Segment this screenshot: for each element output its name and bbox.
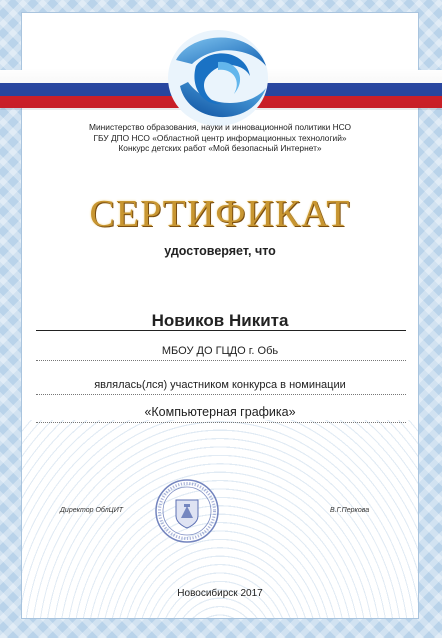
ocit-globe-logo-icon xyxy=(162,26,274,130)
school-text: МБОУ ДО ГЦДО г. Обь xyxy=(161,345,279,357)
nomination-text: «Компьютерная графика» xyxy=(144,405,296,419)
contest-line: Конкурс детских работ «Мой безопасный Интернет» xyxy=(118,143,322,153)
director-position: Директор ОблЦИТ xyxy=(60,507,124,514)
school-underline xyxy=(36,360,406,361)
participation-text: являлась(лся) участником конкурса в номинации xyxy=(94,379,346,391)
participation-underline xyxy=(36,394,406,395)
recipient-name: Новиков Никита xyxy=(151,311,289,330)
institution-line: ГБУ ДПО НСО «Областной центр информационных технологий» xyxy=(93,132,347,143)
signer-name: В.Г.Перкова xyxy=(330,507,370,514)
organization-header xyxy=(22,122,418,154)
name-underline xyxy=(36,330,406,331)
nomination-underline xyxy=(36,422,406,423)
ministry-line: Министерство образования, науки и инновационной политики НСО xyxy=(88,122,352,132)
city-year: Новосибирск 2017 xyxy=(177,588,263,599)
official-seal-icon xyxy=(154,478,220,544)
certificate-title: СЕРТИФИКАТ xyxy=(89,193,351,235)
certifies-text: удостоверяет, что xyxy=(164,244,276,258)
